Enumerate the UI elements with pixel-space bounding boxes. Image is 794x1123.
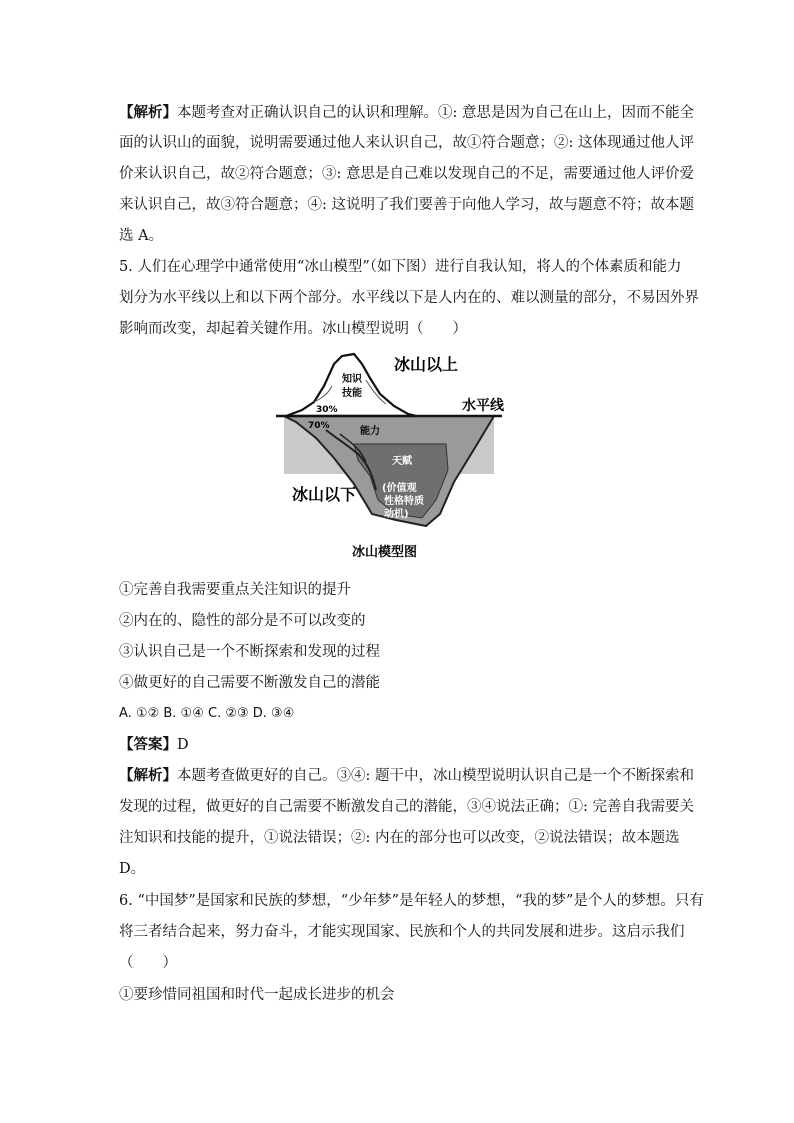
q4-analysis-line-5: 选 A。 bbox=[119, 228, 164, 244]
q5-stem-line-2: 划分为水平线以上和以下两个部分。水平线以下是人内在的、难以测量的部分，不易因外界 bbox=[119, 290, 699, 306]
q4-analysis-line-2: 面的认识山的面貌，说明需要通过他人来认识自己，故①符合题意；②: 这体现通过他人评 bbox=[119, 135, 694, 151]
q5-option-1: ①完善自我需要重点关注知识的提升 bbox=[119, 582, 351, 598]
q5-analysis-text: 本题考查做更好的自己。③④: 题干中，冰山模型说明认识自己是一个不断探索和 bbox=[177, 768, 694, 784]
q5-stem-line-1: 5. 人们在心理学中通常使用“冰山模型”（如下图）进行自我认知，将人的个体素质和能力 bbox=[119, 259, 682, 275]
iceberg-diagram bbox=[276, 350, 516, 562]
analysis-tag: 【解析】 bbox=[119, 767, 177, 784]
q5-answer bbox=[119, 735, 679, 755]
iceberg-model-figure bbox=[276, 350, 516, 562]
label-70-percent: 70% bbox=[308, 421, 330, 431]
q5-analysis-line-3: 注知识和技能的提升，①说法错误；②: 内在的部分也可以改变，②说法错误；故本题选 bbox=[119, 830, 680, 846]
label-values: (价值观 bbox=[382, 483, 417, 494]
q6-stem-line-1: 6. “中国梦”是国家和民族的梦想，“少年梦”是年轻人的梦想，“我的梦”是个人的梦想。只有 bbox=[119, 893, 704, 909]
label-above-iceberg: 冰山以上 bbox=[394, 355, 459, 374]
q4-analysis-line-4: 来认识自己，故③符合题意；④: 这说明了我们要善于向他人学习，故与题意不符；故本题 bbox=[119, 197, 694, 213]
label-traits: 性格特质 bbox=[384, 496, 424, 507]
q5-analysis-line-2: 发现的过程，做更好的自己需要不断激发自己的潜能，③④说法正确；①: 完善自我需要关 bbox=[119, 799, 694, 815]
label-30-percent: 30% bbox=[316, 405, 338, 415]
q6-stem-line-3: （ ） bbox=[119, 955, 177, 971]
label-ability: 能力 bbox=[360, 426, 380, 437]
label-skills: 技能 bbox=[342, 388, 362, 399]
figure-caption: 冰山模型图 bbox=[352, 545, 418, 560]
q5-analysis-line-4: D。 bbox=[119, 861, 146, 877]
q5-choices: A. ①② B. ①④ C. ②③ D. ③④ bbox=[119, 706, 295, 721]
label-knowledge: 知识 bbox=[342, 374, 362, 385]
q4-analysis-line-1 bbox=[119, 103, 694, 123]
label-motivation: 动机) bbox=[384, 509, 409, 520]
q5-analysis-line-1 bbox=[119, 766, 694, 786]
q4-analysis-text: 本题考查对正确认识自己的认识和理解。①: 意思是因为自己在山上，因而不能全 bbox=[177, 105, 694, 121]
label-talent: 天赋 bbox=[392, 456, 412, 467]
answer-tag: 【答案】 bbox=[119, 736, 177, 753]
q6-stem-line-2: 将三者结合起来，努力奋斗，才能实现国家、民族和个人的共同发展和进步。这启示我们 bbox=[119, 924, 685, 940]
q5-option-3: ③认识自己是一个不断探索和发现的过程 bbox=[119, 644, 380, 660]
label-below-iceberg: 冰山以下 bbox=[292, 485, 357, 504]
answer-value: D bbox=[177, 737, 189, 753]
q6-option-1: ①要珍惜同祖国和时代一起成长进步的机会 bbox=[119, 987, 395, 1003]
analysis-tag: 【解析】 bbox=[119, 104, 177, 121]
label-waterline: 水平线 bbox=[462, 398, 504, 414]
q5-option-4: ④做更好的自己需要不断激发自己的潜能 bbox=[119, 675, 380, 691]
q5-option-2: ②内在的、隐性的部分是不可以改变的 bbox=[119, 613, 366, 629]
q4-analysis-line-3: 价来认识自己，故②符合题意；③: 意思是自己难以发现自己的不足，需要通过他人评价爱 bbox=[119, 166, 694, 182]
q5-stem-line-3: 影响而改变，却起着关键作用。冰山模型说明（ ） bbox=[119, 321, 467, 337]
